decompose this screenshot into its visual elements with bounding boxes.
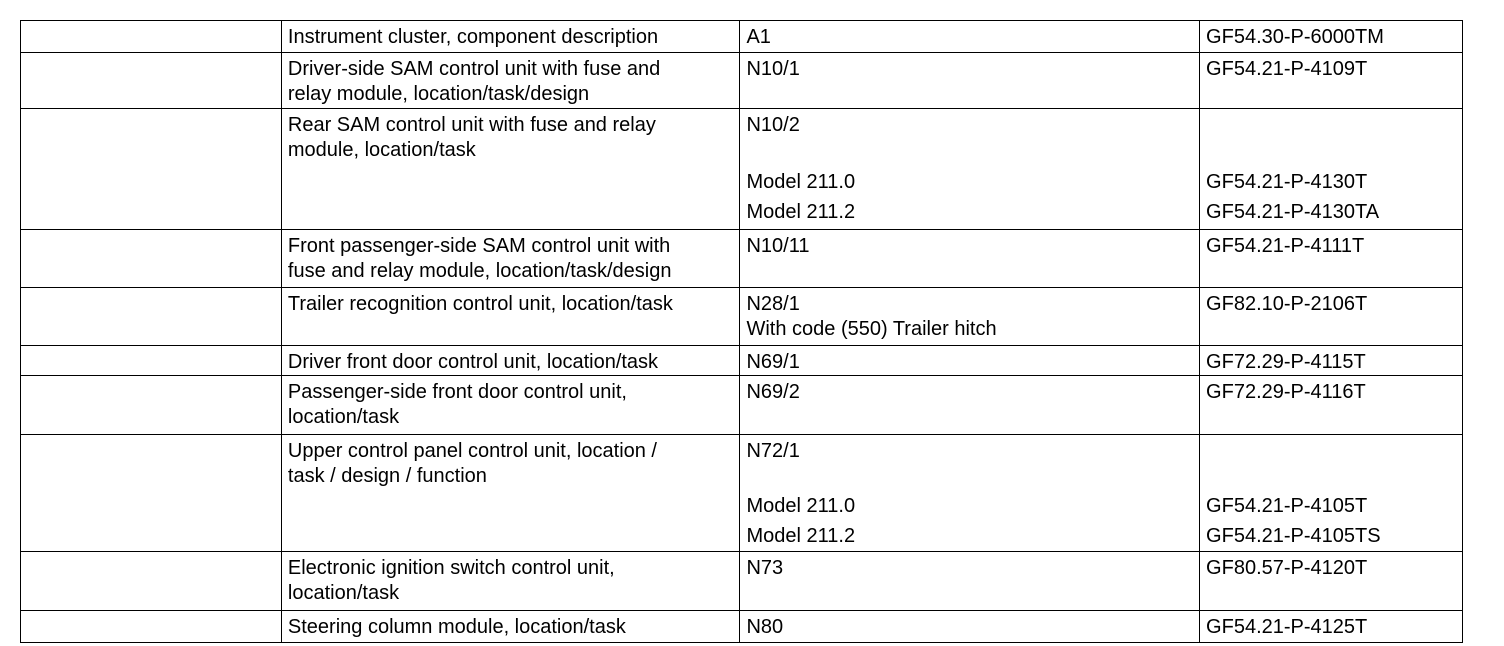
variant-model: Model 211.2 [746, 201, 856, 223]
doc-ref-cell: GF82.10-P-2106T [1200, 288, 1463, 346]
description-cell: Electronic ignition switch control unit, location/task [281, 552, 740, 611]
doc-ref-cell: GF72.29-P-4116T [1200, 376, 1463, 435]
variant-doc-ref: GF54.21-P-4105T [1206, 495, 1368, 517]
description-cell: Front passenger-side SAM control unit with fuse and relay module, location/task/design [281, 230, 740, 288]
table-row [21, 53, 1463, 109]
doc-ref-cell: GF54.21-P-4111T [1200, 230, 1463, 288]
code-cell: N69/2 [740, 376, 1200, 435]
blank-cell [21, 53, 282, 109]
doc-ref-cell: GF54.21-P-4125T [1200, 611, 1463, 643]
code-cell: N80 [740, 611, 1200, 643]
description-cell: Steering column module, location/task [281, 611, 740, 643]
doc-ref-cell: GF72.29-P-4115T [1200, 346, 1463, 376]
code-cell: N69/1 [740, 346, 1200, 376]
description-cell: Instrument cluster, component description [281, 21, 740, 53]
blank-cell [21, 611, 282, 643]
description-cell: Driver-side SAM control unit with fuse and relay module, location/task/design [281, 53, 740, 109]
blank-cell [21, 288, 282, 346]
code-cell: A1 [740, 21, 1200, 53]
variant-model: Model 211.2 [746, 525, 856, 547]
component-table [20, 20, 1463, 643]
table-row [21, 288, 1463, 346]
blank-cell [21, 109, 282, 230]
doc-ref-cell [1200, 435, 1463, 552]
table-row [21, 109, 1463, 230]
blank-cell [21, 230, 282, 288]
description-cell: Rear SAM control unit with fuse and relay module, location/task [281, 109, 740, 230]
variant-doc-ref: GF54.21-P-4105TS [1206, 525, 1381, 547]
code-cell: N10/11 [740, 230, 1200, 288]
variant-doc-ref: GF54.21-P-4130TA [1206, 201, 1380, 223]
description-cell: Passenger-side front door control unit, location/task [281, 376, 740, 435]
blank-cell [21, 435, 282, 552]
table-row [21, 435, 1463, 552]
doc-ref-cell: GF54.21-P-4109T [1200, 53, 1463, 109]
table-row [21, 230, 1463, 288]
doc-ref-cell: GF80.57-P-4120T [1200, 552, 1463, 611]
code-cell: N10/1 [740, 53, 1200, 109]
code-cell: N73 [740, 552, 1200, 611]
code-cell: N10/2 Model 211.0 Model 211.2 [740, 109, 1200, 230]
blank-cell [21, 346, 282, 376]
table-row [21, 21, 1463, 53]
table-row [21, 346, 1463, 376]
table-row [21, 552, 1463, 611]
table-row [21, 376, 1463, 435]
table-row [21, 611, 1463, 643]
variant-model: Model 211.0 [746, 495, 856, 517]
description-cell: Driver front door control unit, location/task [281, 346, 740, 376]
description-cell: Trailer recognition control unit, location/task [281, 288, 740, 346]
code-cell: N28/1 With code (550) Trailer hitch [740, 288, 1200, 346]
doc-ref-cell: GF54.30-P-6000TM [1200, 21, 1463, 53]
blank-cell [21, 552, 282, 611]
blank-cell [21, 21, 282, 53]
doc-ref-cell [1200, 109, 1463, 230]
code-cell: N72/1 Model 211.0 Model 211.2 [740, 435, 1200, 552]
description-cell: Upper control panel control unit, location / task / design / function [281, 435, 740, 552]
variant-model: Model 211.0 [746, 171, 856, 193]
blank-cell [21, 376, 282, 435]
variant-doc-ref: GF54.21-P-4130T [1206, 171, 1368, 193]
